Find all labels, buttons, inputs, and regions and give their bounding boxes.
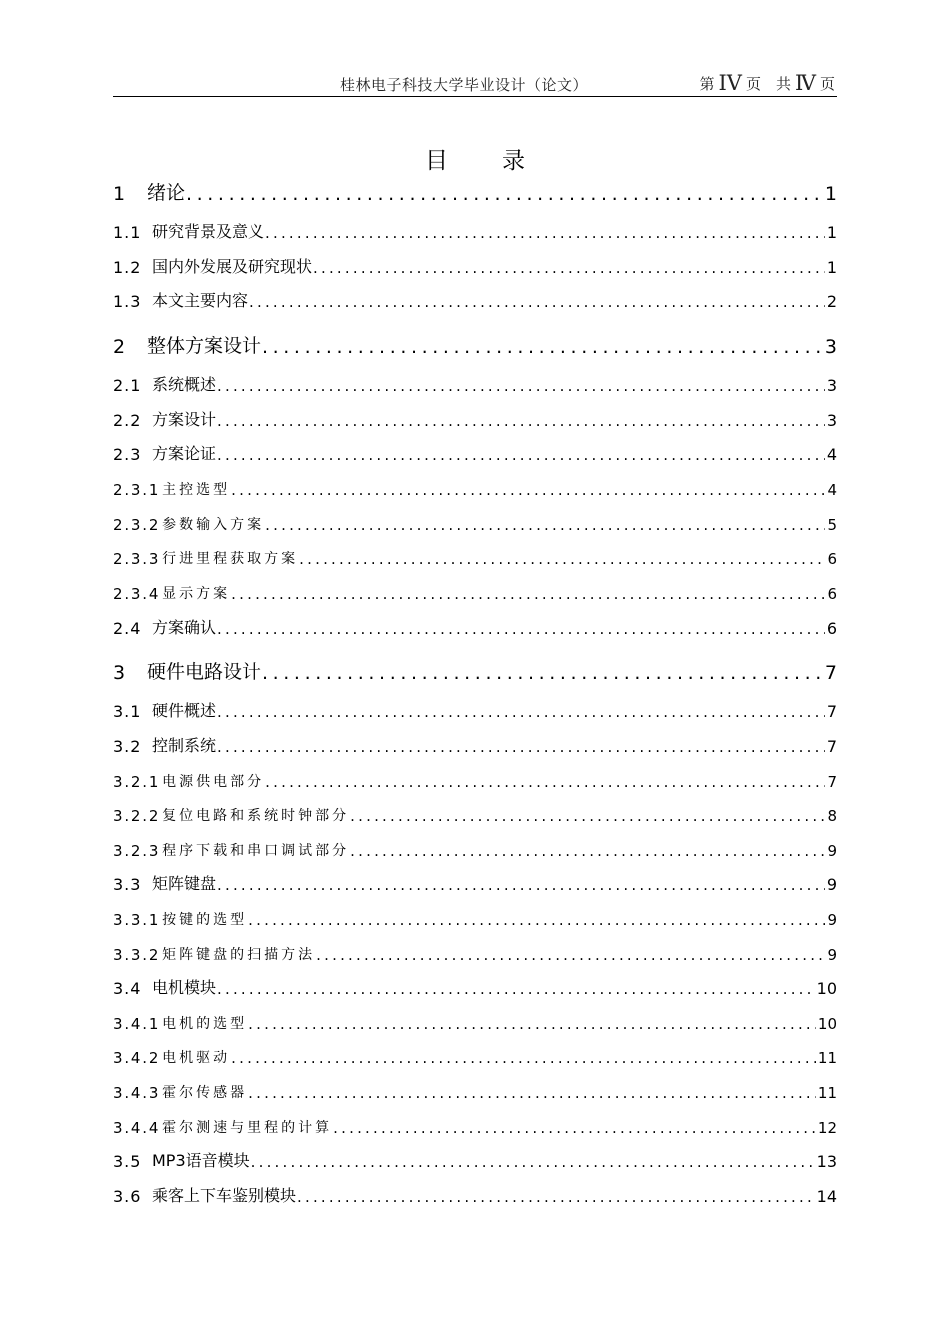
toc-entry-title: 硬件概述	[152, 701, 217, 720]
toc-entry[interactable]	[113, 287, 837, 311]
toc-entry-title: 霍尔传感器	[162, 1085, 248, 1101]
toc-entry-title: 硬件电路设计	[147, 661, 262, 683]
page-total: Ⅳ	[795, 71, 816, 95]
toc-entry-title: 矩阵键盘的扫描方法	[162, 947, 316, 963]
toc-entry[interactable]	[113, 660, 837, 684]
toc-entry-title: 方案设计	[152, 410, 217, 429]
toc-entry-number: 3.4.1	[113, 1015, 161, 1033]
toc-entry-number: 1.2	[113, 258, 142, 277]
toc-entry-number: 3.4.3	[113, 1084, 161, 1102]
page-current: IV	[718, 71, 742, 95]
toc-leader-dots	[231, 481, 825, 499]
toc-leader-dots	[333, 1119, 816, 1137]
toc-entry-page: 3	[826, 411, 837, 430]
toc-entry-page: 1	[826, 258, 837, 277]
toc-entry[interactable]	[113, 870, 837, 894]
toc-entry-page: 5	[827, 516, 837, 534]
toc-entry-title: 矩阵键盘	[152, 874, 217, 893]
page-suffix: 页	[819, 75, 835, 93]
page-indicator	[698, 70, 838, 94]
toc-entry-page: 7	[826, 737, 837, 756]
toc-entry-title: 研究背景及意义	[152, 222, 265, 241]
toc-leader-dots	[265, 773, 825, 791]
toc-entry[interactable]	[113, 253, 837, 277]
toc-entry[interactable]	[113, 974, 837, 998]
toc-leader-dots	[265, 516, 825, 534]
toc-leader-dots	[186, 183, 823, 205]
toc-entry[interactable]	[113, 614, 837, 638]
toc-leader-dots	[217, 703, 825, 721]
toc-entry-page: 11	[817, 1049, 837, 1067]
toc-entry-page: 6	[826, 619, 837, 638]
toc-entry-title: 系统概述	[152, 375, 217, 394]
toc-entry[interactable]	[113, 440, 837, 464]
toc-entry-page: 3	[826, 376, 837, 395]
toc-title-left: 目	[425, 148, 448, 174]
toc-entry-title: 本文主要内容	[152, 291, 249, 310]
toc-title	[0, 142, 950, 175]
toc-entry-page: 9	[827, 911, 837, 929]
toc-entry-number: 2.3.2	[113, 516, 161, 534]
toc-entry[interactable]	[113, 1147, 837, 1171]
toc-entry-number: 3.2	[113, 737, 142, 756]
toc-entry-page: 2	[826, 292, 837, 311]
toc-entry-page: 4	[827, 481, 837, 499]
toc-leader-dots	[265, 224, 825, 242]
page-prefix: 第	[699, 75, 715, 93]
toc-entry-number: 3.4.4	[113, 1119, 161, 1137]
toc-entry[interactable]	[113, 1113, 837, 1137]
page-mid: 页 共	[745, 75, 791, 93]
toc-entry-number: 3.2.2	[113, 807, 161, 825]
toc-entry-title: 行进里程获取方案	[162, 551, 299, 567]
toc-entry-title: 绪论	[147, 182, 186, 204]
toc-entry-title: 参数输入方案	[162, 517, 265, 533]
toc-entry-page: 10	[817, 1015, 837, 1033]
toc-entry-page: 1	[824, 183, 837, 205]
toc-leader-dots	[217, 446, 825, 464]
toc-entry-title: 整体方案设计	[147, 335, 262, 357]
toc-entry-title: 程序下载和串口调试部分	[162, 843, 350, 859]
toc-leader-dots	[316, 946, 825, 964]
toc-entry-number: 1.3	[113, 292, 142, 311]
toc-entry-title: 显示方案	[162, 586, 231, 602]
toc-entry[interactable]	[113, 801, 837, 825]
toc-leader-dots	[217, 876, 825, 894]
toc-entry-page: 6	[827, 550, 837, 568]
toc-entry[interactable]	[113, 371, 837, 395]
toc-leader-dots	[350, 842, 825, 860]
toc-entry[interactable]	[113, 510, 837, 534]
toc-leader-dots	[248, 911, 825, 929]
toc-leader-dots	[231, 585, 825, 603]
toc-entry-title: 主控选型	[162, 482, 231, 498]
page-header	[113, 70, 837, 97]
toc-entry-title: 电源供电部分	[162, 774, 265, 790]
toc-entry-page: 7	[827, 773, 837, 791]
toc-entry-title: 复位电路和系统时钟部分	[162, 808, 350, 824]
toc-entry[interactable]	[113, 1043, 837, 1067]
toc-entry[interactable]	[113, 1009, 837, 1033]
toc-leader-dots	[297, 1188, 815, 1206]
toc-entry-number: 3.4.2	[113, 1049, 161, 1067]
toc-entry[interactable]	[113, 905, 837, 929]
toc-leader-dots	[249, 293, 825, 311]
toc-leader-dots	[262, 336, 823, 358]
toc-entry-title: 国内外发展及研究现状	[152, 257, 313, 276]
toc-entry[interactable]	[113, 181, 837, 205]
toc-entry-number: 3.3	[113, 875, 142, 894]
toc-leader-dots	[217, 412, 825, 430]
toc-entry-number: 1	[113, 183, 126, 205]
toc-entry-page: 6	[827, 585, 837, 603]
toc-entry-page: 7	[824, 662, 837, 684]
toc-entry[interactable]	[113, 544, 837, 568]
toc-leader-dots	[251, 1153, 815, 1171]
toc-entry-page: 12	[817, 1119, 837, 1137]
toc-entry-number: 3.1	[113, 702, 142, 721]
toc-leader-dots	[299, 550, 825, 568]
toc-leader-dots	[217, 377, 825, 395]
toc-entry-title: 控制系统	[152, 736, 217, 755]
toc-entry-page: 8	[827, 807, 837, 825]
toc-entry-number: 2.3.3	[113, 550, 161, 568]
toc-entry-number: 3.6	[113, 1187, 142, 1206]
toc-entry-page: 10	[816, 979, 837, 998]
toc-entry[interactable]	[113, 475, 837, 499]
toc-entry-number: 2.3.1	[113, 481, 161, 499]
toc-entry[interactable]	[113, 334, 837, 358]
toc-entry-title: 电机驱动	[162, 1050, 231, 1066]
toc-entry-title: 电机的选型	[162, 1016, 248, 1032]
school-title: 桂林电子科技大学毕业设计（论文）	[340, 76, 589, 94]
toc-entry-number: 2	[113, 336, 126, 358]
toc-leader-dots	[248, 1015, 816, 1033]
toc-leader-dots	[217, 980, 815, 998]
toc-entry-page: 3	[824, 336, 837, 358]
toc-entry-title: MP3语音模块	[152, 1151, 250, 1170]
toc-leader-dots	[231, 1049, 816, 1067]
toc-entry-number: 3.3.1	[113, 911, 161, 929]
toc-entry[interactable]	[113, 579, 837, 603]
toc-entry-number: 2.2	[113, 411, 142, 430]
toc-entry-number: 3	[113, 662, 126, 684]
toc-entry-page: 9	[826, 875, 837, 894]
toc-entry-number: 3.4	[113, 979, 142, 998]
toc-entry-number: 3.2.1	[113, 773, 161, 791]
toc-entry[interactable]	[113, 1182, 837, 1206]
toc-leader-dots	[217, 738, 825, 756]
toc-entry-title: 霍尔测速与里程的计算	[162, 1120, 333, 1136]
toc-entry[interactable]	[113, 767, 837, 791]
toc-title-right: 录	[502, 148, 525, 174]
toc-entry[interactable]	[113, 1078, 837, 1102]
toc-leader-dots	[262, 662, 823, 684]
toc-entry[interactable]	[113, 406, 837, 430]
toc-entry-title: 按键的选型	[162, 912, 248, 928]
toc-entry-title: 方案确认	[152, 618, 217, 637]
toc-entry-number: 2.3.4	[113, 585, 161, 603]
toc-entry[interactable]	[113, 940, 837, 964]
toc-entry-page: 4	[826, 445, 837, 464]
toc-entry-title: 电机模块	[152, 978, 217, 997]
toc-entry-number: 2.3	[113, 445, 142, 464]
toc-entry-number: 3.5	[113, 1152, 142, 1171]
toc-leader-dots	[350, 807, 825, 825]
toc-entry-number: 2.4	[113, 619, 142, 638]
toc-entry-page: 7	[826, 702, 837, 721]
toc-leader-dots	[248, 1084, 816, 1102]
toc-entry-page: 11	[817, 1084, 837, 1102]
toc-entry[interactable]	[113, 836, 837, 860]
toc-entry-page: 14	[816, 1187, 837, 1206]
toc-entry-page: 9	[827, 842, 837, 860]
toc-entry-page: 1	[826, 223, 837, 242]
toc-entry-number: 2.1	[113, 376, 142, 395]
toc-entry-number: 3.2.3	[113, 842, 161, 860]
toc-entry[interactable]	[113, 218, 837, 242]
toc-entry-number: 3.3.2	[113, 946, 161, 964]
toc-entry[interactable]	[113, 732, 837, 756]
toc-leader-dots	[313, 259, 825, 277]
toc-entry-title: 方案论证	[152, 444, 217, 463]
toc-entry-page: 9	[827, 946, 837, 964]
toc-leader-dots	[217, 620, 825, 638]
toc-entry-page: 13	[816, 1152, 837, 1171]
toc-entry-title: 乘客上下车鉴别模块	[152, 1186, 297, 1205]
toc-entry[interactable]	[113, 697, 837, 721]
toc-entry-number: 1.1	[113, 223, 142, 242]
